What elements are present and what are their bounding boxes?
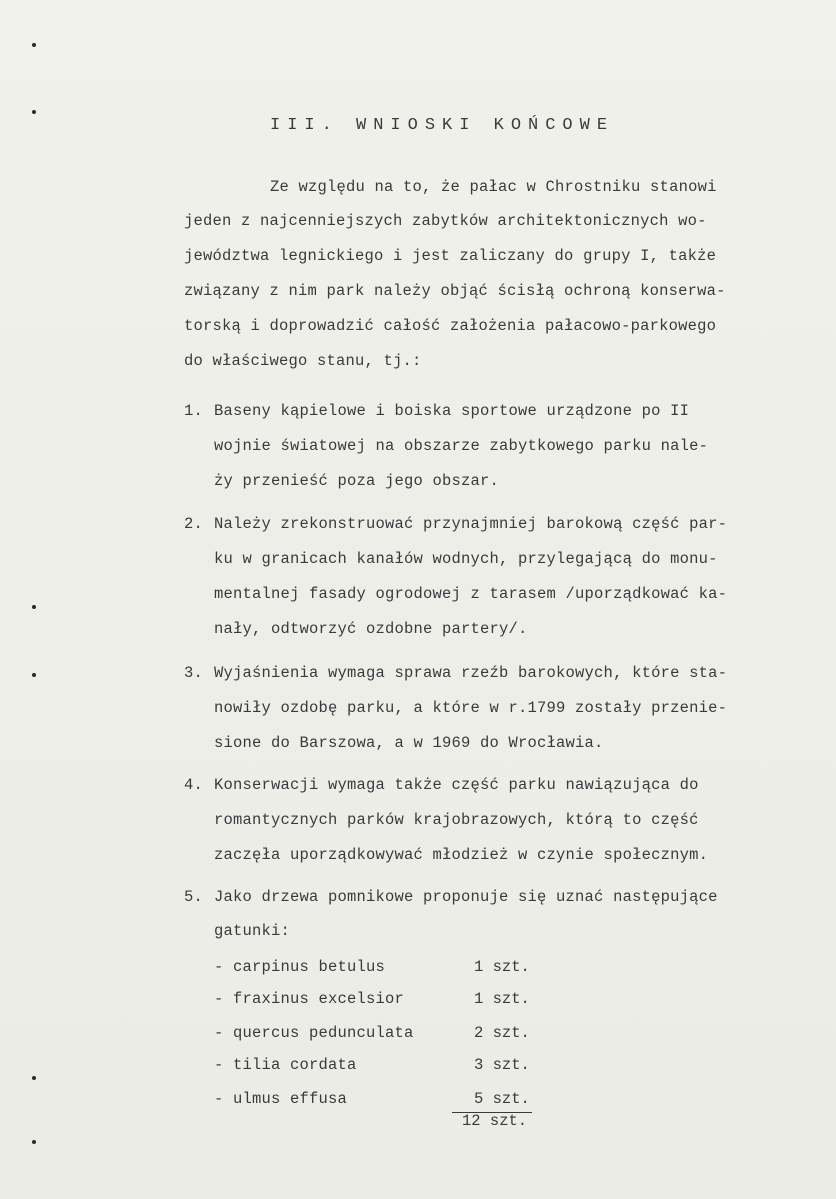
section-title: III. WNIOSKI KOŃCOWE [270, 116, 615, 135]
punch-hole [32, 673, 36, 677]
intro-line: do właściwego stanu, tj.: [184, 352, 422, 370]
species-name: - tilia cordata [214, 1056, 357, 1074]
item-line: ży przenieść poza jego obszar. [214, 472, 500, 490]
item-line: Jako drzewa pomnikowe proponuje się uznać następujące [214, 888, 718, 906]
punch-hole [32, 605, 36, 609]
intro-line: torską i doprowadzić całość założenia pałacowo-parkowego [184, 317, 717, 335]
intro-line: Ze względu na to, że pałac w Chrostniku stanowi [270, 178, 717, 196]
species-qty: 2 szt. [474, 1024, 530, 1042]
species-name: - quercus pedunculata [214, 1024, 414, 1042]
item-line: zaczęła uporządkowywać młodzież w czynie społecznym. [214, 846, 709, 864]
punch-hole [32, 1140, 36, 1144]
punch-hole [32, 1076, 36, 1080]
intro-line: związany z nim park należy objąć ścisłą ochroną konserwa- [184, 282, 726, 300]
species-qty: 5 szt. [474, 1090, 530, 1108]
species-total: 12 szt. [462, 1112, 528, 1130]
species-name: - fraxinus excelsior [214, 990, 405, 1008]
species-qty: 1 szt. [474, 990, 530, 1008]
item-line: nowiły ozdobę parku, a które w r.1799 zostały przenie- [214, 699, 728, 717]
item-number: 2. [184, 515, 204, 533]
item-line: Konserwacji wymaga także część parku nawiązująca do [214, 776, 699, 794]
punch-hole [32, 110, 36, 114]
item-line: sione do Barszowa, a w 1969 do Wrocławia. [214, 734, 604, 752]
species-name: - carpinus betulus [214, 958, 386, 976]
item-number: 1. [184, 402, 204, 420]
item-number: 4. [184, 776, 204, 794]
species-qty: 3 szt. [474, 1056, 530, 1074]
item-line: nały, odtworzyć ozdobne partery/. [214, 620, 528, 638]
species-name: - ulmus effusa [214, 1090, 348, 1108]
item-line: Wyjaśnienia wymaga sprawa rzeźb barokowych, które sta- [214, 664, 728, 682]
item-line: Baseny kąpielowe i boiska sportowe urządzone po II [214, 402, 690, 420]
item-line: gatunki: [214, 922, 291, 940]
item-line: Należy zrekonstruować przynajmniej barokową część par- [214, 515, 728, 533]
item-line: romantycznych parków krajobrazowych, którą to część [214, 811, 699, 829]
intro-line: jewództwa legnickiego i jest zaliczany do grupy I, także [184, 247, 717, 265]
item-line: wojnie światowej na obszarze zabytkowego parku nale- [214, 437, 709, 455]
punch-hole [32, 43, 36, 47]
item-line: ku w granicach kanałów wodnych, przylegającą do monu- [214, 550, 718, 568]
item-number: 5. [184, 888, 204, 906]
species-qty: 1 szt. [474, 958, 530, 976]
item-line: mentalnej fasady ogrodowej z tarasem /uporządkować ka- [214, 585, 728, 603]
item-number: 3. [184, 664, 204, 682]
intro-line: jeden z najcenniejszych zabytków architektonicznych wo- [184, 212, 707, 230]
